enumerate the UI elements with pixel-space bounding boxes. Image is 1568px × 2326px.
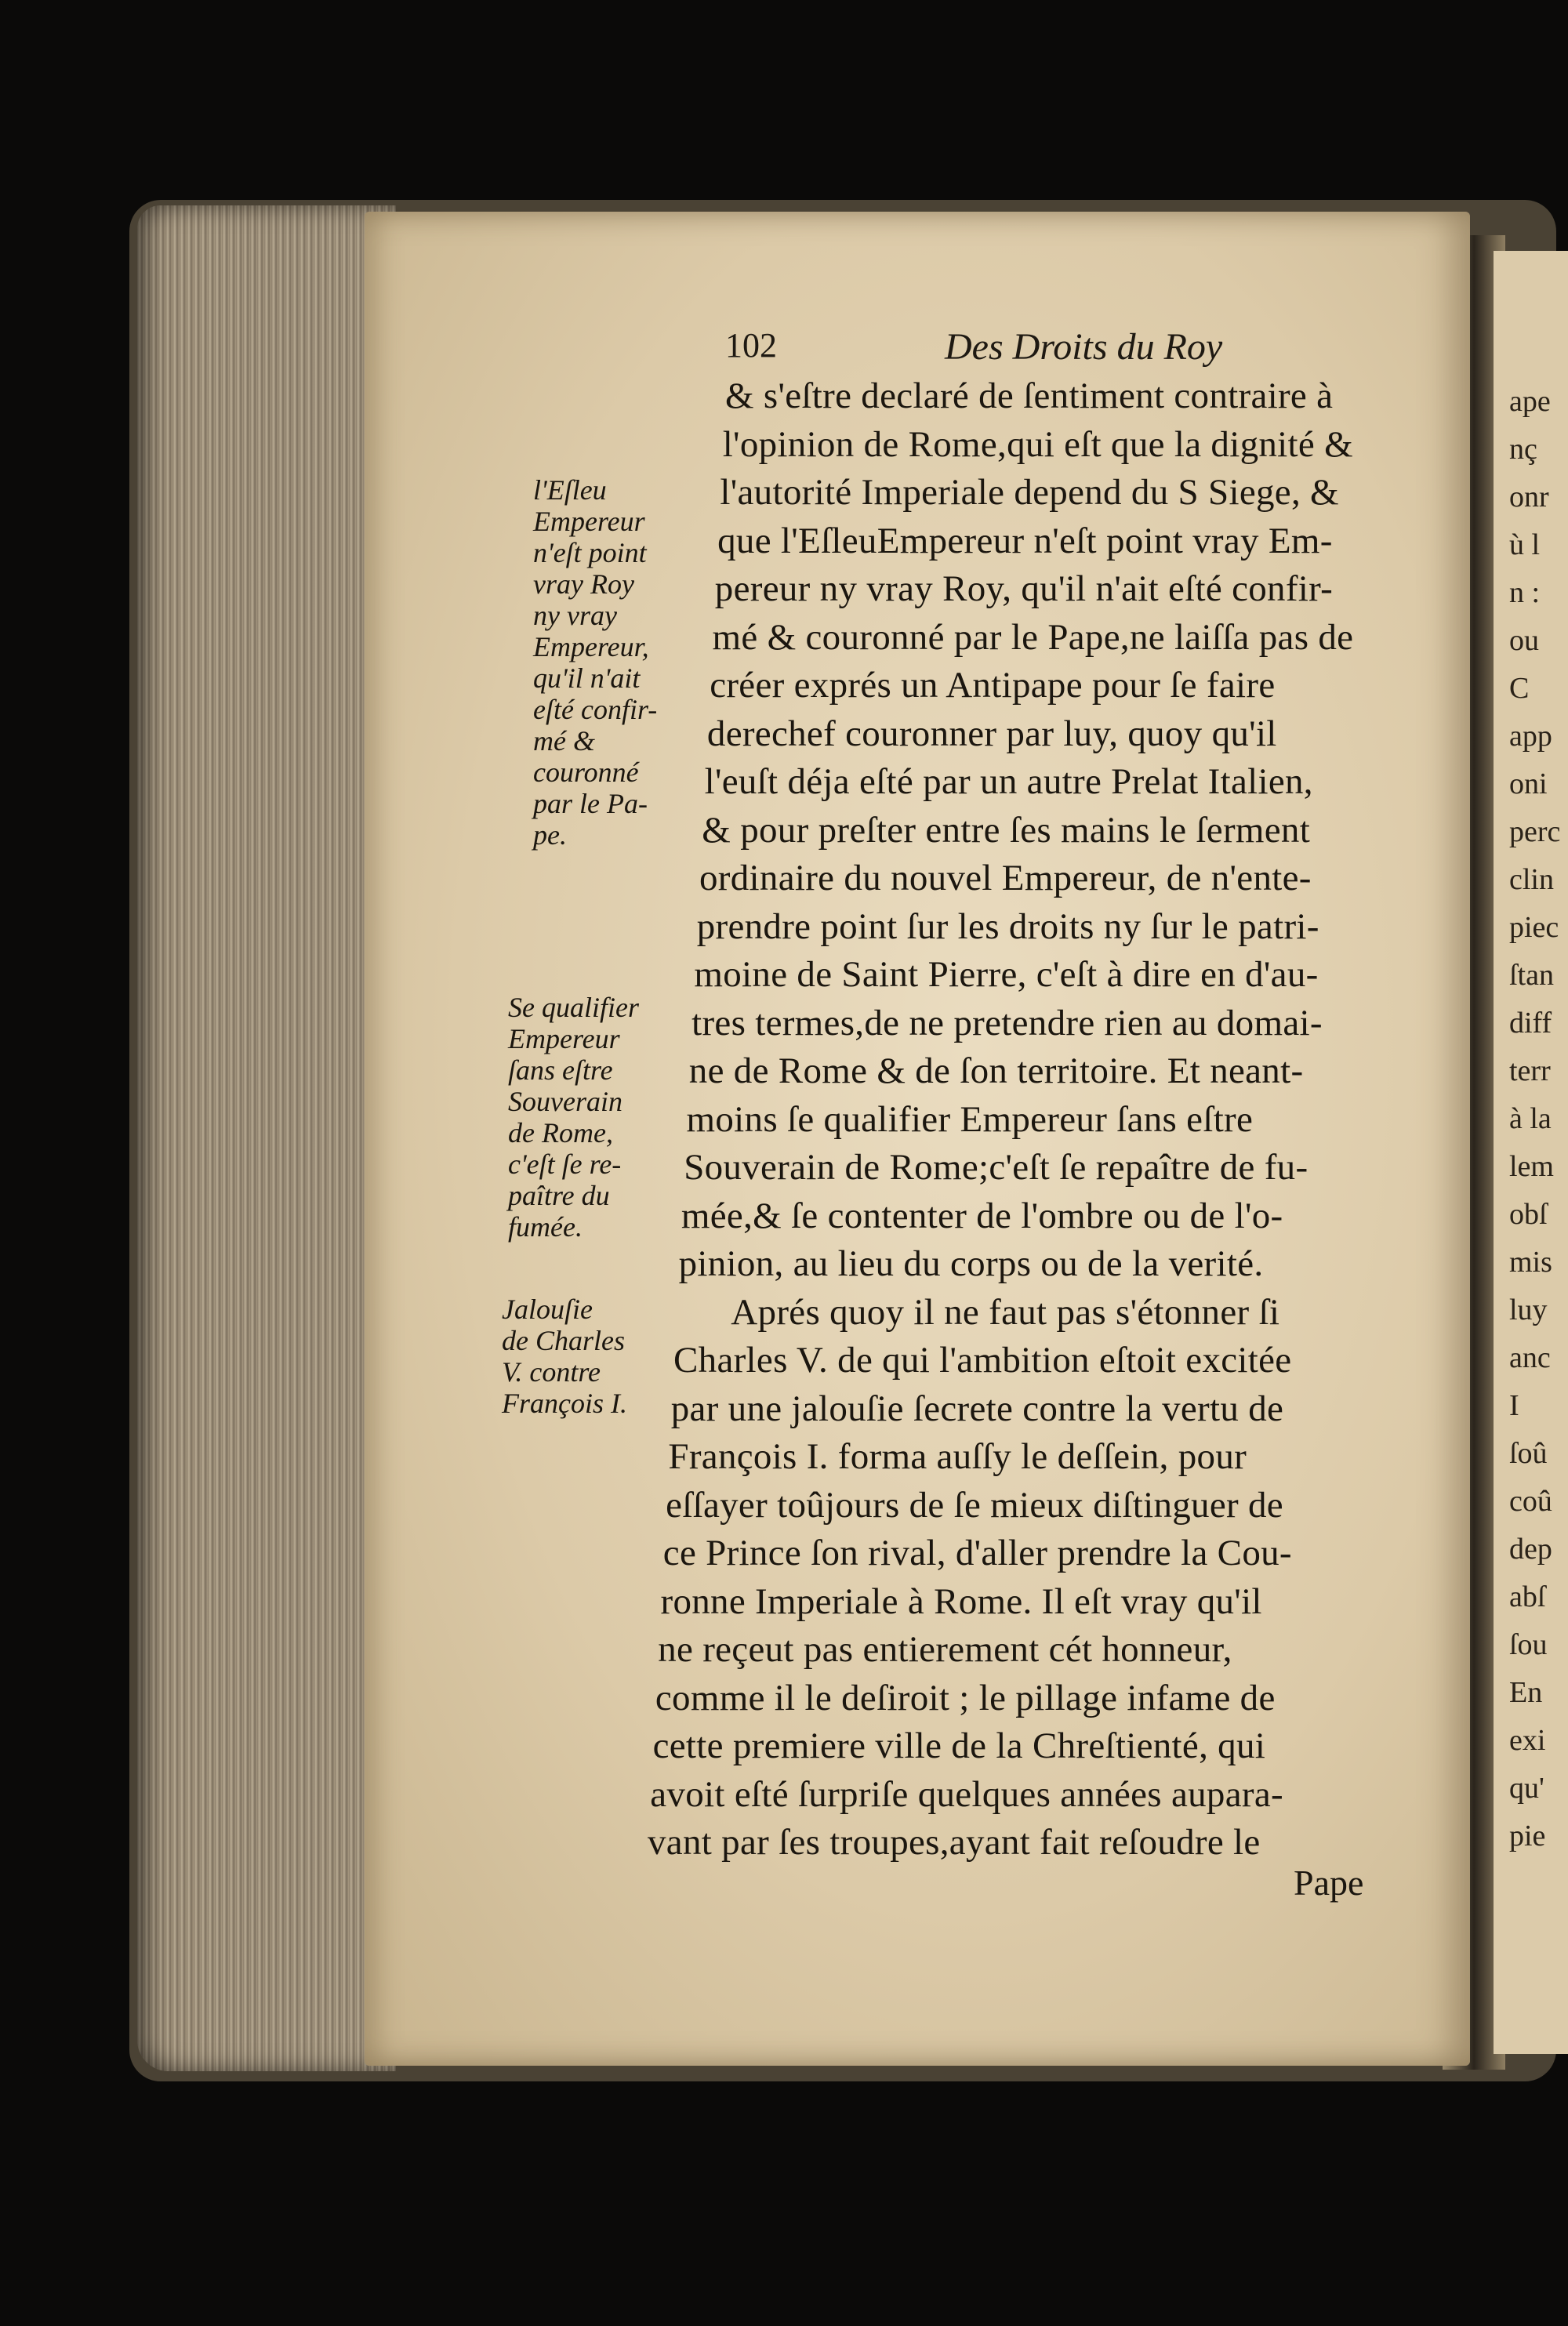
margin-note-line: mé & — [533, 725, 595, 757]
margin-note-line: pe. — [533, 819, 567, 851]
facing-page-line: luy — [1509, 1294, 1548, 1326]
margin-note-line: par le Pa- — [533, 788, 648, 819]
body-line: tres termes,de ne pretendre rien au domai- — [691, 1002, 1323, 1043]
body-line: ne de Rome & de ſon territoire. Et neant- — [688, 1051, 1304, 1091]
margin-note-line: vray Roy — [533, 568, 634, 600]
body-line: Aprés quoy il ne faut pas s'étonner ſi — [731, 1291, 1280, 1333]
facing-page-line: anc — [1509, 1341, 1551, 1374]
facing-page-line: mis — [1509, 1246, 1552, 1279]
body-line: ne reçeut pas entierement cét honneur, — [658, 1629, 1232, 1670]
margin-note-line: fumée. — [508, 1211, 583, 1243]
facing-page-line: ou — [1509, 624, 1539, 657]
facing-page-line: I — [1509, 1389, 1519, 1422]
body-line: pereur ny vray Roy, qu'il n'ait eſté confir- — [714, 568, 1334, 609]
running-head: Des Droits du Roy — [945, 326, 1223, 368]
margin-note-line: c'eſt ſe re- — [508, 1148, 622, 1180]
facing-page-line: diff — [1509, 1007, 1552, 1040]
facing-page-line: pie — [1509, 1820, 1546, 1852]
facing-page-line: perc — [1509, 815, 1561, 848]
facing-page-fragment — [1494, 251, 1568, 2054]
body-line: cette premiere ville de la Chreſtienté, qui — [652, 1725, 1266, 1766]
facing-page-line: oni — [1509, 767, 1548, 800]
body-line: l'opinion de Rome,qui eſt que la dignité & — [722, 423, 1353, 465]
facing-page-line: n : — [1509, 576, 1541, 609]
margin-note-line: n'eſt point — [533, 537, 647, 568]
facing-page-line: onr — [1509, 481, 1549, 513]
margin-note-line: V. contre — [502, 1356, 601, 1388]
margin-note-line: eſté confir- — [533, 694, 658, 725]
body-line: derechef couronner par luy, quoy qu'il — [706, 713, 1277, 754]
facing-page-line: En — [1509, 1676, 1543, 1709]
body-line: François I. forma auſſy le deſſein, pour — [668, 1436, 1247, 1477]
body-line: comme il le deſiroit ; le pillage infame de — [655, 1677, 1276, 1718]
margin-note-qualify-emperor — [508, 992, 639, 1243]
body-line: l'euſt déja eſté par un autre Prelat Italien, — [704, 761, 1313, 802]
body-line: ce Prince ſon rival, d'aller prendre la Cou- — [662, 1533, 1292, 1573]
facing-page-line: ù l — [1509, 528, 1541, 561]
margin-note-line: Empereur, — [533, 631, 649, 662]
margin-note-line: de Rome, — [508, 1117, 613, 1148]
margin-note-line: Souverain — [508, 1086, 622, 1117]
page-number: 102 — [725, 326, 777, 365]
body-line: eſſayer toûjours de ſe mieux diſtinguer de — [666, 1484, 1283, 1526]
facing-page-line: coû — [1509, 1485, 1552, 1518]
facing-page-line: piec — [1509, 911, 1559, 944]
margin-note-jealousy — [502, 1294, 627, 1419]
margin-note-elected-emperor — [533, 474, 657, 851]
margin-note-line: l'Eſleu — [533, 474, 607, 506]
margin-note-line: François I. — [502, 1388, 627, 1419]
body-line: par une jalouſie ſecrete contre la vertu de — [670, 1388, 1284, 1429]
body-line: vant par ſes troupes,ayant fait reſoudre le — [648, 1822, 1261, 1863]
facing-page-line: ape — [1509, 385, 1551, 418]
body-line: moine de Saint Pierre, c'eſt à dire en d'au- — [694, 954, 1319, 995]
catchword: Pape — [1294, 1863, 1364, 1903]
margin-note-line: ny vray — [533, 600, 617, 631]
margin-note-line: de Charles — [502, 1325, 625, 1356]
margin-note-line: qu'il n'ait — [533, 662, 641, 694]
facing-page-line: abſ — [1509, 1580, 1546, 1613]
facing-page-line: C — [1509, 672, 1530, 705]
facing-page-line: terr — [1509, 1054, 1551, 1087]
page-header — [0, 325, 1568, 372]
body-line: mée,& ſe contenter de l'ombre ou de l'o- — [681, 1195, 1283, 1236]
body-line: ronne Imperiale à Rome. Il eſt vray qu'il — [660, 1580, 1262, 1622]
facing-page-line: lem — [1509, 1150, 1554, 1183]
body-line: prendre point ſur les droits ny ſur le patri- — [696, 905, 1319, 947]
body-line: créer exprés un Antipape pour ſe faire — [710, 665, 1276, 706]
body-line: pinion, au lieu du corps ou de la verité. — [678, 1243, 1264, 1284]
body-line: mé & couronné par le Pape,ne laiſſa pas de — [712, 616, 1354, 658]
facing-page-line: exi — [1509, 1724, 1546, 1757]
body-line: moins ſe qualifier Empereur ſans eſtre — [686, 1098, 1254, 1140]
margin-note-line: paître du — [508, 1180, 610, 1211]
facing-page-line: ſou — [1509, 1628, 1548, 1661]
body-line: avoit eſté ſurpriſe quelques années aupara- — [650, 1773, 1283, 1815]
facing-page-line: à la — [1509, 1102, 1552, 1135]
facing-page-line: nç — [1509, 433, 1537, 466]
body-line: Souverain de Rome;c'eſt ſe repaître de fu- — [684, 1147, 1308, 1188]
facing-page-line: obſ — [1509, 1198, 1548, 1231]
facing-page-line: app — [1509, 720, 1552, 753]
margin-note-line: Empereur — [508, 1023, 620, 1054]
page-edges — [137, 205, 396, 2071]
body-line: & pour preſter entre ſes mains le ſerment — [702, 809, 1311, 851]
facing-page-line: dep — [1509, 1533, 1552, 1566]
facing-page-line: ſtan — [1509, 959, 1554, 992]
body-line: ordinaire du nouvel Empereur, de n'ente- — [699, 858, 1312, 898]
margin-note-line: Se qualifier — [508, 992, 639, 1023]
body-line: Charles V. de qui l'ambition eſtoit excitée — [673, 1340, 1292, 1381]
margin-note-line: couronné — [533, 757, 639, 788]
body-line: & s'eſtre declaré de ſentiment contraire à — [725, 376, 1334, 416]
facing-page-line: qu' — [1509, 1772, 1544, 1805]
margin-note-line: Empereur — [533, 506, 645, 537]
margin-note-line: Jalouſie — [502, 1294, 593, 1325]
facing-page-line: ſoû — [1509, 1437, 1548, 1470]
body-line: l'autorité Imperiale depend du S Siege, & — [720, 472, 1339, 513]
facing-page-line: clin — [1509, 863, 1554, 896]
body-line: que l'EſleuEmpereur n'eſt point vray Em- — [717, 520, 1333, 561]
margin-note-line: ſans eſtre — [508, 1054, 613, 1086]
